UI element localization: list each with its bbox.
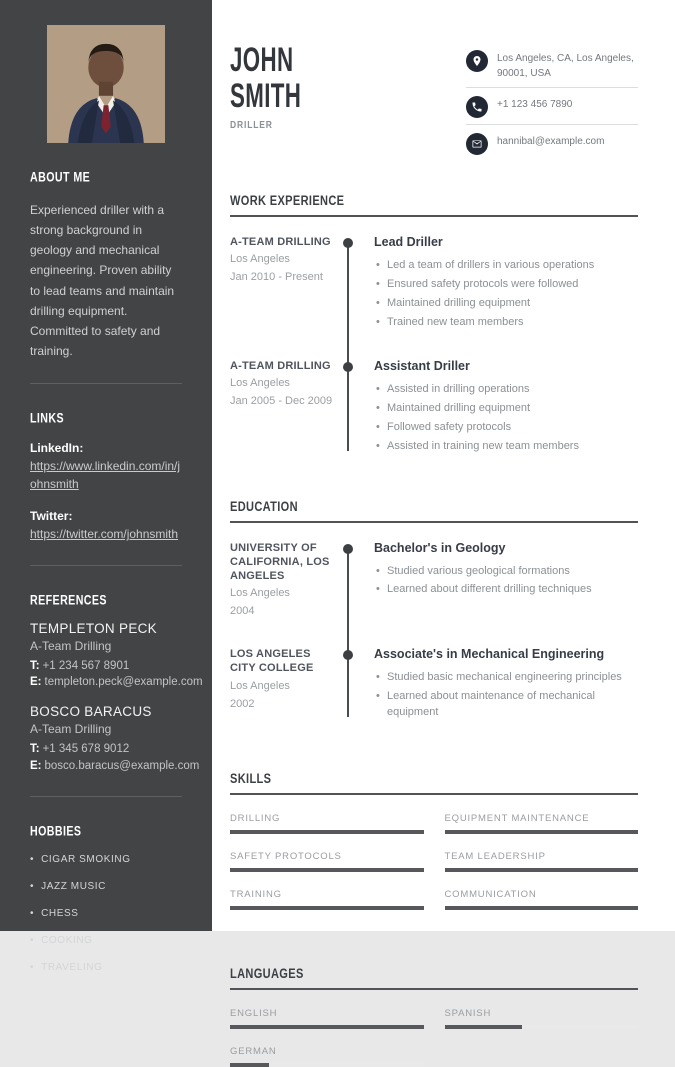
phone-value: +1 234 567 8901 bbox=[42, 660, 130, 673]
sidebar bbox=[0, 0, 212, 973]
school-location: Los Angeles bbox=[230, 587, 290, 600]
skill-bar-fill bbox=[445, 906, 639, 910]
work-experience-section bbox=[230, 193, 638, 455]
reference-company: A-Team Drilling bbox=[30, 722, 112, 737]
bullet-item: • Maintained drilling equipment bbox=[374, 296, 638, 312]
hobby-item: • TRAVELING bbox=[30, 962, 182, 973]
skills-heading: SKILLS bbox=[230, 770, 272, 786]
education-entry-details bbox=[374, 541, 638, 620]
bullet-item: • Followed safety protocols bbox=[374, 420, 638, 436]
skill-bar bbox=[445, 868, 639, 872]
contact-phone: +1 123 456 7890 bbox=[497, 99, 573, 110]
link-item-linkedin bbox=[30, 439, 182, 493]
languages-section bbox=[230, 966, 638, 1067]
contact-email: hannibal@example.com bbox=[497, 136, 605, 147]
work-timeline bbox=[230, 235, 638, 455]
skill-item bbox=[230, 851, 424, 872]
phone-value: +1 345 678 9012 bbox=[42, 743, 130, 756]
language-label: SPANISH bbox=[444, 1007, 492, 1019]
hobby-item: • CIGAR SMOKING bbox=[30, 854, 182, 865]
work-entry bbox=[230, 235, 638, 331]
name-block bbox=[230, 39, 329, 161]
profile-photo-illustration bbox=[47, 25, 165, 143]
phone-label: T: bbox=[30, 743, 40, 756]
language-bar-fill bbox=[230, 1025, 424, 1029]
references-heading: REFERENCES bbox=[30, 591, 107, 608]
timeline-dot bbox=[343, 544, 353, 554]
bullet-item: • Maintained drilling equipment bbox=[374, 401, 638, 417]
work-experience-heading: WORK EXPERIENCE bbox=[230, 192, 345, 208]
contact-row-email bbox=[466, 129, 638, 161]
bullet-item: • Assisted in training new team members bbox=[374, 439, 638, 455]
skill-bar-fill bbox=[230, 906, 424, 910]
about-section bbox=[30, 169, 182, 384]
skill-item bbox=[445, 889, 639, 910]
hobby-item: • CHESS bbox=[30, 908, 182, 919]
skill-bar-fill bbox=[445, 830, 639, 834]
education-entry bbox=[230, 647, 638, 721]
bullet-item: • Assisted in drilling operations bbox=[374, 382, 638, 398]
skill-bar bbox=[230, 830, 424, 834]
school-name: LOS ANGELES CITY COLLEGE bbox=[230, 648, 314, 675]
divider bbox=[30, 796, 182, 797]
hobby-list bbox=[30, 854, 182, 973]
bullet-item: • Learned about maintenance of mechanical equipment bbox=[374, 689, 638, 721]
reference-name: TEMPLETON PECK bbox=[30, 621, 157, 637]
links-section bbox=[30, 410, 182, 566]
skill-bar bbox=[445, 906, 639, 910]
about-text: Experienced driller with a strong background in geology and mechanical engineering. Proven ability to lead teams and maintain drilling equipment. Committed to safety and training. bbox=[30, 203, 175, 359]
education-section bbox=[230, 499, 638, 721]
skill-item bbox=[230, 813, 424, 834]
timeline-dot bbox=[343, 650, 353, 660]
divider bbox=[30, 383, 182, 384]
skill-bar-fill bbox=[445, 868, 639, 872]
hobby-item: • JAZZ MUSIC bbox=[30, 881, 182, 892]
degree-bullets bbox=[374, 564, 638, 599]
work-period: Jan 2010 - Present bbox=[230, 271, 323, 284]
hobbies-heading: HOBBIES bbox=[30, 822, 82, 839]
reference-item bbox=[30, 704, 200, 773]
divider bbox=[30, 565, 182, 566]
work-entry-details bbox=[374, 235, 638, 331]
heading-rule bbox=[230, 793, 638, 795]
link-label: Twitter: bbox=[30, 509, 73, 524]
bullet-item: • Learned about different drilling techniques bbox=[374, 582, 638, 598]
skill-label: TRAINING bbox=[230, 888, 282, 900]
email-icon bbox=[466, 133, 488, 155]
heading-rule bbox=[230, 988, 638, 990]
references-section bbox=[30, 591, 203, 796]
education-heading: EDUCATION bbox=[230, 497, 298, 514]
degree-bullets bbox=[374, 670, 638, 721]
education-entry-meta bbox=[230, 647, 334, 721]
role-bullets bbox=[374, 258, 638, 331]
skill-item bbox=[445, 813, 639, 834]
first-name: JOHN bbox=[230, 39, 294, 79]
skills-section bbox=[230, 771, 638, 910]
language-item bbox=[230, 1008, 424, 1029]
email-label: E: bbox=[30, 759, 42, 772]
skill-label: SAFETY PROTOCOLS bbox=[230, 850, 342, 862]
bullet-item: • Ensured safety protocols were followed bbox=[374, 277, 638, 293]
contact-location: Los Angeles, CA, Los Angeles, 90001, USA bbox=[497, 53, 634, 79]
skill-item bbox=[230, 889, 424, 910]
bullet-item: • Led a team of drillers in various operations bbox=[374, 258, 638, 274]
heading-rule bbox=[230, 215, 638, 217]
education-timeline bbox=[230, 541, 638, 721]
email-value: templeton.peck@example.com bbox=[44, 676, 203, 689]
degree-title: Associate's in Mechanical Engineering bbox=[374, 647, 605, 662]
work-entry bbox=[230, 359, 638, 455]
reference-name: BOSCO BARACUS bbox=[30, 704, 152, 720]
work-period: Jan 2005 - Dec 2009 bbox=[230, 394, 333, 407]
company-name: A-TEAM DRILLING bbox=[230, 236, 331, 248]
school-name: UNIVERSITY OF CALIFORNIA, LOS ANGELES bbox=[230, 541, 330, 583]
language-label: GERMAN bbox=[230, 1045, 277, 1057]
timeline-dot bbox=[343, 362, 353, 372]
skill-bar bbox=[230, 906, 424, 910]
skill-bar-fill bbox=[230, 868, 424, 872]
education-entry-meta bbox=[230, 541, 334, 620]
language-bar-fill bbox=[230, 1063, 269, 1067]
role-title: Lead Driller bbox=[374, 235, 443, 249]
links-heading: LINKS bbox=[30, 409, 65, 426]
reference-phone bbox=[30, 658, 203, 690]
skill-label: EQUIPMENT MAINTENANCE bbox=[444, 812, 590, 824]
skill-label: COMMUNICATION bbox=[444, 888, 537, 900]
reference-company: A-Team Drilling bbox=[30, 639, 112, 654]
work-entry-meta bbox=[230, 359, 334, 455]
bullet-item: • Studied basic mechanical engineering principles bbox=[374, 670, 638, 686]
role-bullets bbox=[374, 382, 638, 455]
email-label: E: bbox=[30, 676, 42, 689]
language-item bbox=[445, 1008, 639, 1029]
skills-grid bbox=[230, 813, 638, 910]
language-bar bbox=[445, 1025, 639, 1029]
bullet-item: • Studied various geological formations bbox=[374, 564, 638, 580]
timeline-column bbox=[334, 541, 374, 620]
contact-list bbox=[466, 46, 638, 161]
degree-title: Bachelor's in Geology bbox=[374, 540, 506, 555]
main-content bbox=[212, 0, 675, 1057]
languages-grid bbox=[230, 1008, 638, 1067]
work-entry-details bbox=[374, 359, 638, 455]
language-item bbox=[230, 1046, 424, 1067]
contact-row-phone bbox=[466, 92, 638, 125]
email-value: bosco.baracus@example.com bbox=[44, 759, 200, 772]
skill-bar-fill bbox=[230, 830, 424, 834]
company-location: Los Angeles bbox=[230, 253, 290, 266]
role-title: Assistant Driller bbox=[374, 358, 470, 373]
reference-item bbox=[30, 621, 203, 690]
link-item-twitter bbox=[30, 507, 182, 543]
timeline-column bbox=[334, 647, 374, 721]
last-name: SMITH bbox=[230, 75, 302, 116]
job-title: DRILLER bbox=[230, 120, 273, 132]
skill-bar bbox=[445, 830, 639, 834]
timeline-column bbox=[334, 359, 374, 455]
bullet-item: • Trained new team members bbox=[374, 315, 638, 331]
education-entry-details bbox=[374, 647, 638, 721]
identity-header bbox=[230, 39, 638, 161]
languages-heading: LANGUAGES bbox=[230, 965, 304, 981]
link-label: LinkedIn: bbox=[30, 441, 84, 456]
skill-label: TEAM LEADERSHIP bbox=[444, 850, 546, 862]
language-bar bbox=[230, 1025, 424, 1029]
language-label: ENGLISH bbox=[230, 1007, 278, 1019]
location-pin-icon bbox=[466, 50, 488, 72]
skill-bar bbox=[230, 868, 424, 872]
phone-label: T: bbox=[30, 660, 40, 673]
reference-phone bbox=[30, 741, 200, 773]
work-entry-meta bbox=[230, 235, 334, 331]
skill-item bbox=[445, 851, 639, 872]
skill-label: DRILLING bbox=[230, 812, 281, 824]
twitter-link[interactable]: https://twitter.com/johnsmith bbox=[30, 527, 179, 542]
profile-photo bbox=[47, 25, 165, 143]
hobbies-section bbox=[30, 823, 182, 973]
contact-row-location bbox=[466, 46, 638, 88]
school-location: Los Angeles bbox=[230, 679, 290, 692]
graduation-year: 2002 bbox=[230, 697, 255, 710]
education-entry bbox=[230, 541, 638, 620]
phone-icon bbox=[466, 96, 488, 118]
timeline-column bbox=[334, 235, 374, 331]
language-bar bbox=[230, 1063, 424, 1067]
hobby-item: • COOKING bbox=[30, 935, 182, 946]
company-name: A-TEAM DRILLING bbox=[230, 359, 331, 372]
about-heading: ABOUT ME bbox=[30, 168, 91, 185]
graduation-year: 2004 bbox=[230, 605, 255, 618]
timeline-dot bbox=[343, 238, 353, 248]
heading-rule bbox=[230, 521, 638, 523]
page-title bbox=[230, 39, 302, 116]
linkedin-link[interactable]: https://www.linkedin.com/in/johnsmith bbox=[30, 459, 181, 492]
company-location: Los Angeles bbox=[230, 377, 290, 390]
language-bar-fill bbox=[445, 1025, 522, 1029]
